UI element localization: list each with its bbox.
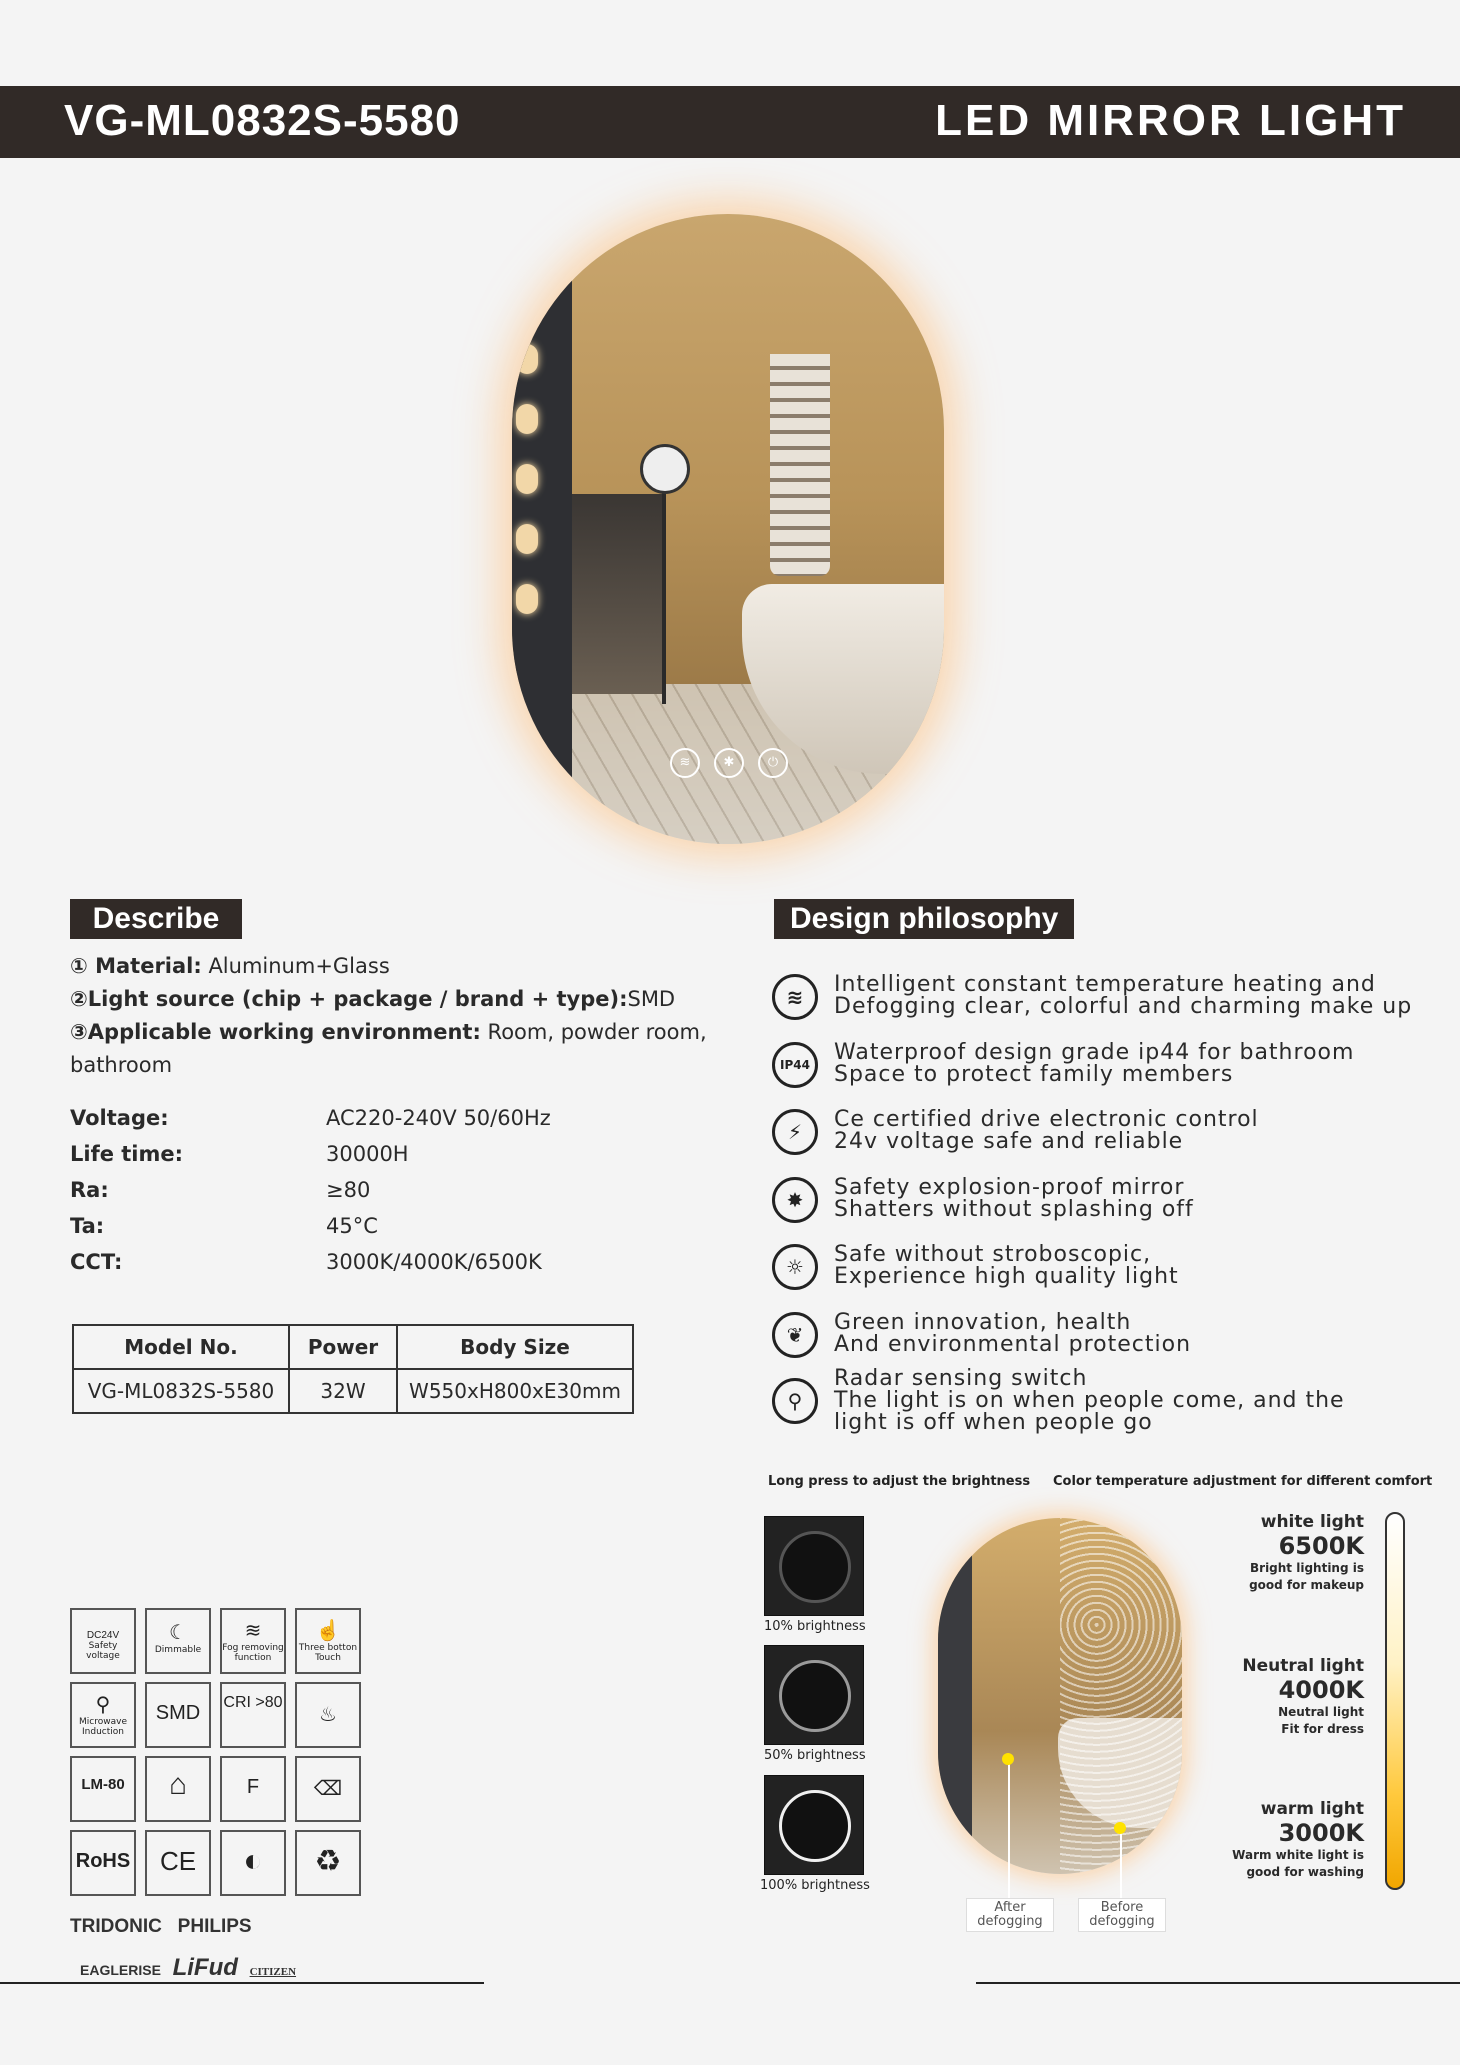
vanity-bulb (516, 464, 538, 494)
item-line: Shatters without splashing off (834, 1197, 1194, 1222)
callout-dot (1114, 1822, 1126, 1834)
shelf (572, 494, 664, 694)
vanity-bulb (516, 524, 538, 554)
material-label: ① Material: (70, 954, 202, 978)
mirror-ring (779, 1531, 851, 1603)
cct-note: Fit for dress (1281, 1722, 1364, 1736)
cct-note: Warm white light is (1232, 1848, 1364, 1862)
brightness-thumb-50 (764, 1645, 864, 1745)
item-line: Intelligent constant temperature heating and (834, 972, 1376, 997)
spec-value: 30000H (326, 1142, 409, 1166)
feature-mark: ☾ (169, 1622, 187, 1644)
brightness-thumb-10 (764, 1516, 864, 1616)
item-text (834, 1368, 1345, 1434)
f-mark-icon (220, 1756, 286, 1822)
person-sensor-icon: ⚲ (772, 1378, 818, 1424)
shatter-icon: ✸ (772, 1177, 818, 1223)
defog-mirror-photo (938, 1518, 1182, 1874)
feature-mark: CRI >80 (223, 1694, 283, 1711)
cct-white (1200, 1512, 1364, 1594)
item-text (834, 1312, 1191, 1356)
item-line: Waterproof design grade ip44 for bathroom (834, 1040, 1355, 1065)
heating-icon: ≋ (772, 974, 818, 1020)
describe-text (70, 950, 730, 1082)
feature-mark: ⌂ (168, 1768, 188, 1801)
item-line: Green innovation, health (834, 1310, 1132, 1335)
feature-caption: Safety voltage (86, 1641, 120, 1661)
feature-mark: ♻ (314, 1845, 342, 1878)
mirror-ring (779, 1790, 851, 1862)
shield-bolt-icon: ⚡ (772, 1109, 818, 1155)
item-line: light is off when people go (834, 1410, 1153, 1435)
callout-dot (1002, 1753, 1014, 1765)
heat-icon (295, 1682, 361, 1748)
cct-note: Neutral light (1278, 1705, 1364, 1719)
divider (0, 1982, 484, 1984)
light-source-label: ②Light source (chip + package / brand + type): (70, 987, 628, 1011)
cct-note: good for makeup (1249, 1578, 1364, 1592)
model-number: VG-ML0832S-5580 (64, 96, 461, 145)
spec-row (70, 1178, 690, 1214)
towel (770, 354, 830, 576)
before-defogging-tag: Before defogging (1078, 1898, 1166, 1932)
fog-droplets (1060, 1518, 1182, 1874)
cct-kelvin: 6500K (1278, 1532, 1364, 1560)
item-line: Safe without stroboscopic, (834, 1242, 1152, 1267)
table-header: Power (289, 1325, 397, 1369)
side-wall (938, 1518, 972, 1874)
ip44-icon: IP44 (772, 1042, 818, 1088)
hero-mirror-photo (512, 214, 944, 844)
environment-value: Room, powder room, bathroom (70, 1020, 707, 1077)
item-line: Experience high quality light (834, 1264, 1179, 1289)
item-text (834, 1244, 1179, 1288)
callout-line (1008, 1762, 1010, 1902)
microwave-induction-icon (70, 1682, 136, 1748)
brightness-label: 100% brightness (760, 1878, 870, 1893)
item-text (834, 1177, 1194, 1221)
spec-row (70, 1142, 690, 1178)
motion-sensor-icon[interactable]: ✱ (714, 748, 744, 778)
feature-mark: RoHS (75, 1850, 131, 1872)
item-line: 24v voltage safe and reliable (834, 1129, 1184, 1154)
brightness-thumb-100 (764, 1775, 864, 1875)
touch-icon (295, 1608, 361, 1674)
cct-kelvin: 3000K (1278, 1819, 1364, 1847)
rohs-icon (70, 1830, 136, 1896)
item-line: Ce certified drive electronic control (834, 1107, 1259, 1132)
weee-icon (295, 1756, 361, 1822)
recycle-icon (295, 1830, 361, 1896)
feature-caption: Microwave Induction (79, 1717, 127, 1737)
table-cell: VG-ML0832S-5580 (73, 1369, 289, 1413)
spec-value: ≥80 (326, 1178, 371, 1202)
feature-caption: Three botton Touch (298, 1643, 358, 1663)
feature-mark: ⚲ (95, 1694, 111, 1716)
divider (976, 1982, 1460, 1984)
dc24v-icon (70, 1608, 136, 1674)
header-bar (0, 86, 1460, 158)
fog-removing-icon (220, 1608, 286, 1674)
item-line: Safety explosion-proof mirror (834, 1175, 1185, 1200)
spec-row (70, 1214, 690, 1250)
cct-note: good for washing (1246, 1865, 1364, 1879)
brand-row (70, 1916, 252, 1938)
cct-name: warm light (1260, 1799, 1364, 1819)
lm80-icon (70, 1756, 136, 1822)
item-line: Defogging clear, colorful and charming make up (834, 994, 1413, 1019)
environment-label: ③Applicable working environment: (70, 1020, 481, 1044)
power-icon[interactable]: ⏻ (758, 748, 788, 778)
cct-neutral (1200, 1656, 1364, 1738)
cct-note: Bright lighting is (1250, 1561, 1364, 1575)
leaf-icon: ❦ (772, 1312, 818, 1358)
table-row (73, 1369, 633, 1413)
feature-mark: ♨ (319, 1704, 337, 1726)
page-title: LED MIRROR LIGHT (935, 96, 1406, 145)
bulb-icon: ☼ (772, 1244, 818, 1290)
item-line: The light is on when people come, and the (834, 1388, 1345, 1413)
feature-caption: Fog removing function (222, 1643, 284, 1663)
dimmable-icon (145, 1608, 211, 1674)
feature-mark: DC24V (86, 1630, 120, 1641)
feature-mark: ☝ (315, 1620, 341, 1642)
item-text (834, 1042, 1354, 1086)
item-line: And environmental protection (834, 1332, 1192, 1357)
item-text (834, 974, 1412, 1018)
table-cell: 32W (289, 1369, 397, 1413)
brightness-label: 10% brightness (764, 1619, 866, 1634)
cct-warm (1200, 1799, 1364, 1881)
feature-mark: ⌫ (313, 1778, 343, 1800)
table-header: Model No. (73, 1325, 289, 1369)
cri-icon (220, 1682, 286, 1748)
brightness-label: 50% brightness (764, 1748, 866, 1763)
material-value: Aluminum+Glass (201, 954, 390, 978)
spec-row (70, 1250, 690, 1286)
describe-label: Describe (70, 899, 242, 939)
callout-line (1120, 1830, 1122, 1902)
item-line: Space to protect family members (834, 1062, 1234, 1087)
light-source-value: SMD (627, 987, 676, 1011)
spec-key: Life time: (70, 1142, 184, 1166)
spec-value: AC220-240V 50/60Hz (326, 1106, 551, 1130)
mirror-ring (779, 1660, 851, 1732)
citizen-logo: CITIZEN (249, 1966, 297, 1978)
brightness-caption: Long press to adjust the brightness (768, 1474, 1031, 1489)
indoor-icon (145, 1756, 211, 1822)
lifud-logo: LiFud (172, 1954, 238, 1981)
smd-icon (145, 1682, 211, 1748)
floor-lamp (640, 444, 690, 494)
item-text (834, 1109, 1259, 1153)
table-header-row (73, 1325, 633, 1369)
eaglerise-logo: EAGLERISE (80, 1962, 161, 1978)
cct-name: Neutral light (1242, 1656, 1364, 1676)
floor-lamp-pole (662, 484, 666, 704)
feature-mark: SMD (155, 1702, 201, 1724)
tridonic-logo: TRIDONIC (70, 1916, 162, 1937)
cct-name: white light (1260, 1512, 1364, 1532)
spec-key: Voltage: (70, 1106, 169, 1130)
touch-buttons (670, 748, 788, 778)
cct-kelvin: 4000K (1278, 1676, 1364, 1704)
after-defogging-tag: After defogging (966, 1898, 1054, 1932)
defog-icon[interactable]: ≋ (670, 748, 700, 778)
ce-icon (145, 1830, 211, 1896)
philips-logo: PHILIPS (177, 1916, 252, 1937)
feature-mark: LM-80 (81, 1776, 125, 1793)
spec-value: 45°C (326, 1214, 378, 1238)
spec-key: Ta: (70, 1214, 105, 1238)
cct-gradient-bar (1385, 1512, 1405, 1890)
feature-mark: CE (159, 1846, 197, 1876)
design-philosophy-label: Design philosophy (774, 899, 1074, 939)
vanity-bulb (516, 344, 538, 374)
model-table (72, 1324, 634, 1414)
item-line: Radar sensing switch (834, 1366, 1088, 1391)
green-dot-icon (220, 1830, 286, 1896)
spec-value: 3000K/4000K/6500K (326, 1250, 542, 1274)
feature-mark: ◐ (243, 1842, 263, 1878)
vanity-bulb (516, 584, 538, 614)
table-header: Body Size (397, 1325, 633, 1369)
spec-list (70, 1106, 690, 1286)
spec-key: CCT: (70, 1250, 123, 1274)
feature-mark: F (246, 1776, 260, 1798)
spec-row (70, 1106, 690, 1142)
cct-caption: Color temperature adjustment for different comfort (1053, 1474, 1433, 1489)
feature-mark: ≋ (244, 1620, 262, 1642)
feature-caption: Dimmable (154, 1645, 202, 1655)
spec-key: Ra: (70, 1178, 109, 1202)
table-cell: W550xH800xE30mm (397, 1369, 633, 1413)
brand-row (80, 1954, 296, 1982)
vanity-bulb (516, 404, 538, 434)
